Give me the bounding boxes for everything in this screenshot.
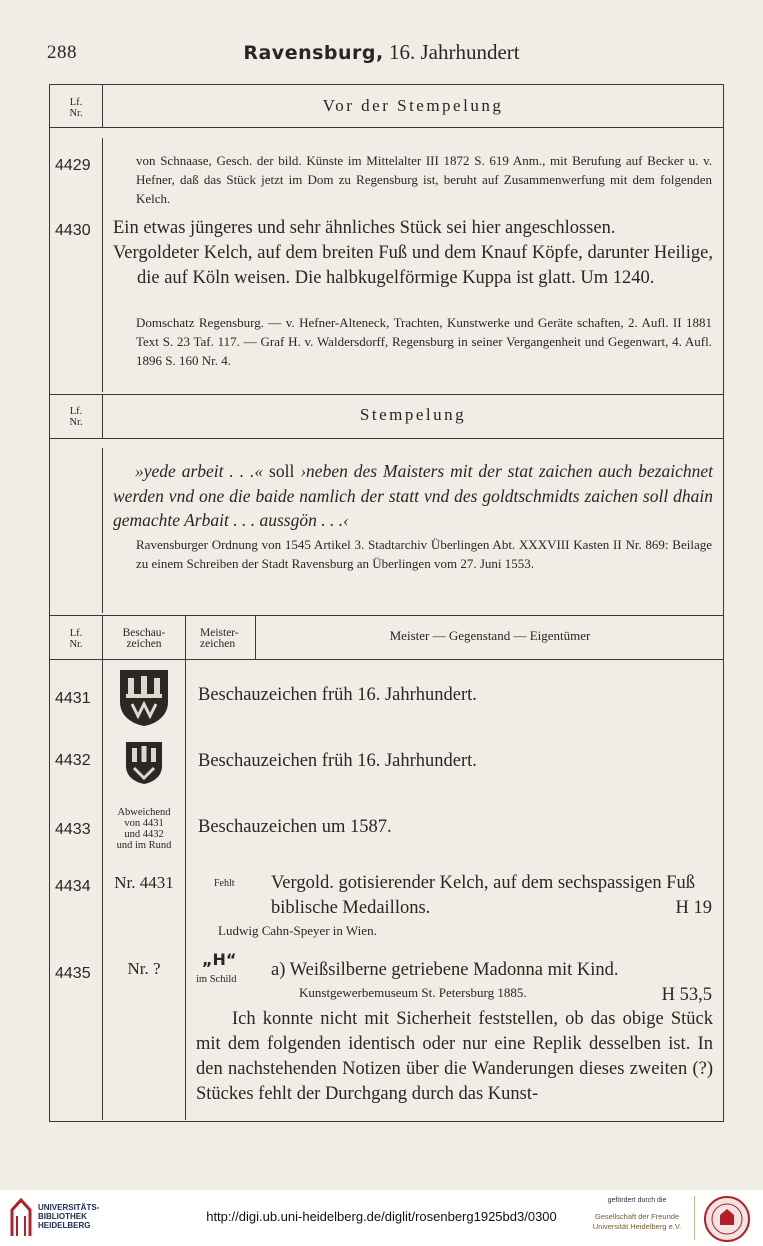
- entry-4430-text-2: Vergoldeter Kelch, auf dem breiten Fuß und dem Knauf Köpfe, darunter Heilige, die auf Köln weisen. Die halbkugelförmige Kuppa ist glatt. Um 1240.: [113, 243, 713, 288]
- lfnr-header: Lf. Nr.: [69, 406, 83, 428]
- entry-4434-text: Vergold. gotisierender Kelch, auf dem sechspassigen Fuß biblische Medaillons.: [271, 873, 696, 918]
- entry-4435-text-a: a) Weißsilberne getriebene Madonna mit Kind.: [271, 960, 619, 980]
- entry-4435-owner: Kunstgewerbemuseum St. Petersburg 1885.: [299, 985, 527, 1000]
- entry-number: 4429: [55, 157, 91, 174]
- entry-number: 4431: [55, 690, 91, 707]
- stempelung-reference: Ravensburger Ordnung von 1545 Artikel 3. Stadtarchiv Überlingen Abt. XXXVIII Kasten II Nr. 869: Beilage zu einem Schreiben der Stadt Ravensburg an Überlingen vom 27. Juni 1553.: [136, 537, 712, 571]
- quote-part: soll: [263, 461, 301, 481]
- university-seal-icon: [703, 1195, 751, 1243]
- entry-4434-beschau: Nr. 4431: [114, 873, 174, 892]
- column-rule: [185, 615, 186, 1120]
- permalink-text[interactable]: http://digi.ub.uni-heidelberg.de/diglit/rosenberg1925bd3/0300: [206, 1209, 557, 1224]
- entry-4431-text: Beschauzeichen früh 16. Jahrhundert.: [198, 685, 477, 705]
- entry-4432-text: Beschauzeichen früh 16. Jahrhundert.: [198, 751, 477, 771]
- running-head-title: Ravensburg,: [243, 42, 384, 64]
- entry-4435-meister: „H“: [202, 950, 237, 969]
- entry-4433-text: Beschauzeichen um 1587.: [198, 817, 392, 837]
- lfnr-header: Lf. Nr.: [69, 97, 83, 119]
- entry-4434-weight: H 19: [675, 898, 712, 918]
- entry-4430-reference: Domschatz Regensburg. — v. Hefner-Alteneck, Trachten, Kunstwerke und Geräte schaften, 2. Aufl. II 1881 Text S. 23 Taf. 117. — Graf H. v. Waldersdorff, Regensburg in seiner Vergangenheit und Gegenwart, 4. Aufl. 1896 S. 160 Nr. 4.: [136, 315, 712, 368]
- description-header: Meister — Gegenstand — Eigentümer: [389, 628, 591, 643]
- beschauzeichen-header: Beschau- zeichen: [122, 627, 166, 650]
- quote-part: ›neben des Maisters mit der stat zaichen auch bezaichnet werden vnd one die baide namlich der statt vnd des goldtschmidts zaichen soll dhain gemachte Arbait . . . aussgön . . .‹: [113, 461, 713, 530]
- lfnr-header: Lf. Nr.: [69, 628, 83, 650]
- entry-4435-weight: H 53,5: [661, 985, 712, 1005]
- sponsor-divider: [694, 1196, 695, 1240]
- section-stempelung: Stempelung: [359, 405, 467, 424]
- sponsor-block: [582, 1196, 692, 1232]
- entry-number: 4433: [55, 821, 91, 838]
- library-name: UNIVERSITÄTS- BIBLIOTHEK HEIDELBERG: [38, 1203, 100, 1230]
- beschauzeichen-tower-shield-icon: [118, 668, 170, 728]
- rule: [49, 127, 724, 128]
- meisterzeichen-header: Meister- zeichen: [200, 627, 239, 650]
- entry-4433-beschau: Abweichend von 4431 und 4432 und im Rund: [116, 807, 172, 851]
- rule: [49, 615, 724, 616]
- entry-4430-text-1: Ein etwas jüngeres und sehr ähnliches Stück sei hier angeschlossen.: [113, 218, 616, 238]
- column-rule: [102, 448, 103, 613]
- entry-4435-meister-note: im Schild: [196, 974, 237, 985]
- entry-4435-text-b: Ich konnte nicht mit Sicherheit feststellen, ob das obige Stück mit dem folgenden identisch oder nur eine Replik desselben ist. In den nachstehenden Notizen über die Wanderungen dieses zweiten (?) Stückes fehlt der Durchgang durch das Kunst-: [196, 1009, 713, 1104]
- beschauzeichen-small-shield-icon: [124, 740, 164, 786]
- entry-4434-owner: Ludwig Cahn-Speyer in Wien.: [218, 923, 377, 938]
- entry-number: 4435: [55, 965, 91, 982]
- column-rule: [102, 138, 103, 392]
- page-number: 288: [47, 42, 77, 63]
- rule: [49, 394, 724, 395]
- column-rule: [102, 615, 103, 1120]
- running-head: [0, 40, 763, 65]
- entry-number: 4434: [55, 878, 91, 895]
- running-head-subtitle: 16. Jahrhundert: [388, 40, 520, 64]
- entry-4430-body: [113, 216, 713, 291]
- entry-number: 4432: [55, 752, 91, 769]
- quote-part: »yede arbeit . . .«: [135, 461, 264, 481]
- rule: [49, 659, 724, 660]
- section-vor-der-stempelung: Vor der Stempelung: [322, 96, 504, 115]
- sponsor-name: Gesellschaft der Freunde Universität Heidelberg e.V.: [592, 1212, 682, 1231]
- entry-number: 4430: [55, 222, 91, 239]
- stempelung-quote: [113, 459, 713, 533]
- rule: [49, 438, 724, 439]
- sponsor-intro: gefördert durch die: [607, 1197, 667, 1204]
- entry-4435-beschau: Nr. ?: [127, 959, 161, 978]
- entry-4429-text: von Schnaase, Gesch. der bild. Künste im Mittelalter III 1872 S. 619 Anm., mit Berufung auf Becker u. v. Hefner, daß das Stück jetzt im Dom zu Regensburg ist, beruht auf Zusammenwerfung mit dem folgenden Kelch.: [136, 153, 712, 206]
- entry-4434-meister: Fehlt: [214, 878, 235, 889]
